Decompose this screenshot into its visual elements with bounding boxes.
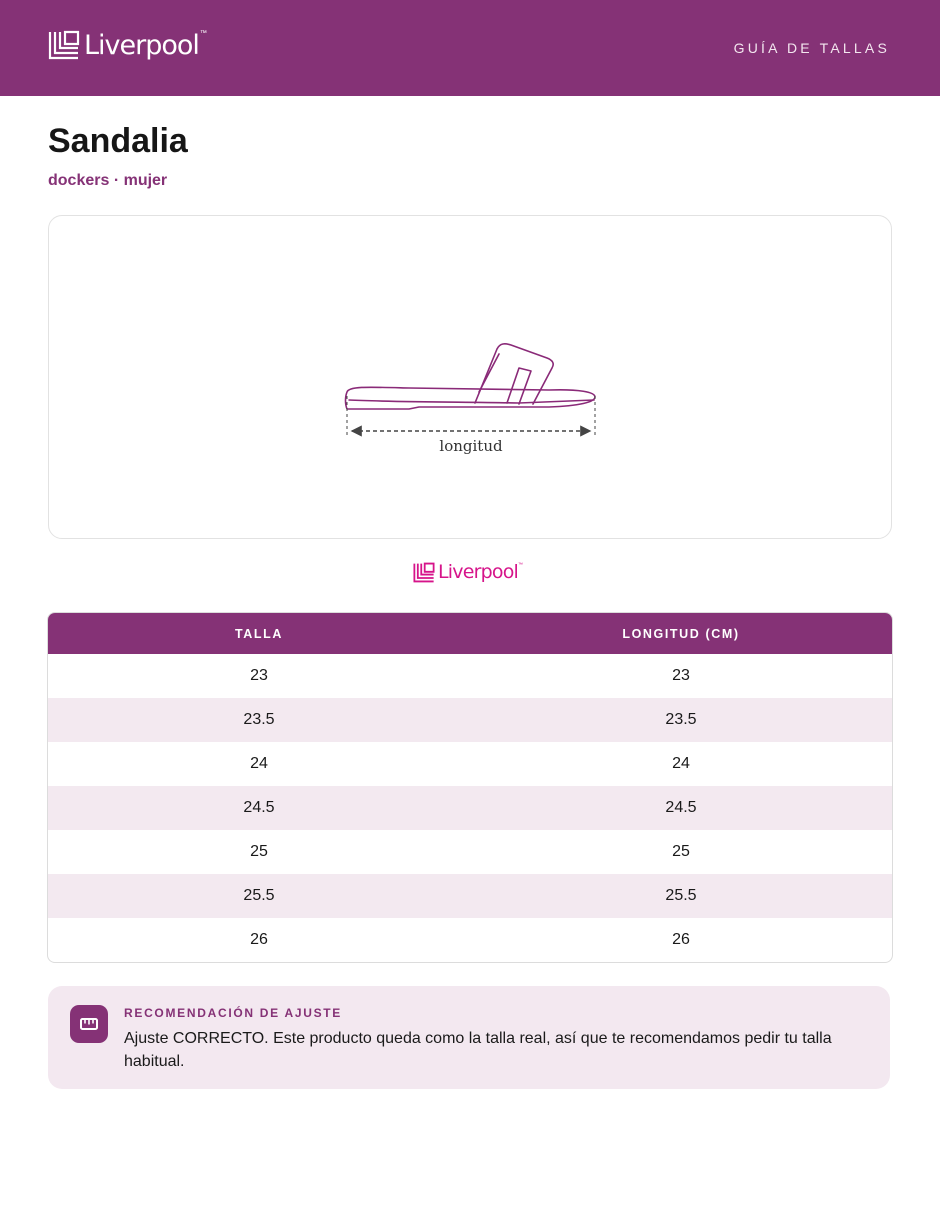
column-header-longitud: LONGITUD (CM) (470, 613, 892, 654)
cell-talla: 24 (250, 755, 268, 772)
cell-longitud: 23.5 (470, 698, 892, 742)
fit-recommendation-box (48, 986, 890, 1089)
cell-talla: 26 (250, 931, 268, 948)
size-table (47, 612, 893, 963)
liverpool-logo[interactable] (48, 30, 207, 60)
product-name: Sandalia (48, 122, 188, 160)
sandal-diagram-card (48, 215, 892, 539)
cell-talla: 25.5 (48, 874, 470, 918)
ruler-icon (70, 1005, 108, 1043)
liverpool-logo-icon (48, 30, 80, 60)
header-title: GUÍA DE TALLAS (733, 40, 890, 56)
cell-talla: 23 (250, 667, 268, 684)
table-row (48, 830, 892, 874)
cell-longitud: 25 (672, 843, 690, 860)
column-header-talla: TALLA (48, 613, 470, 654)
table-row (48, 742, 892, 786)
brand-trademark: ™ (518, 562, 523, 568)
cell-longitud: 26 (672, 931, 690, 948)
sandal-outline-icon (346, 344, 596, 409)
cell-longitud: 23 (672, 667, 690, 684)
cell-talla: 24.5 (48, 786, 470, 830)
recommendation-label: RECOMENDACIÓN DE AJUSTE (124, 1006, 343, 1020)
logo-text: Liverpool (84, 29, 199, 61)
product-subtitle: dockers · mujer (48, 172, 168, 189)
cell-talla: 23.5 (48, 698, 470, 742)
table-row (48, 918, 892, 962)
cell-longitud: 25.5 (470, 874, 892, 918)
sandal-diagram (49, 216, 891, 538)
cell-longitud: 24.5 (470, 786, 892, 830)
table-header-row (48, 613, 892, 654)
brand-mark (413, 562, 523, 583)
table-row (48, 874, 892, 918)
logo-trademark: ™ (199, 30, 207, 37)
measure-label: longitud (439, 437, 503, 455)
table-row (48, 654, 892, 698)
table-row (48, 786, 892, 830)
cell-longitud: 24 (672, 755, 690, 772)
recommendation-text: Ajuste CORRECTO. Este producto queda como la talla real, así que te recomendamos pedir tu talla habitual. (124, 1030, 832, 1070)
table-row (48, 698, 892, 742)
brand-text: Liverpool (438, 561, 518, 583)
header-bar (0, 0, 940, 96)
cell-talla: 25 (250, 843, 268, 860)
liverpool-brand-icon (413, 562, 435, 583)
